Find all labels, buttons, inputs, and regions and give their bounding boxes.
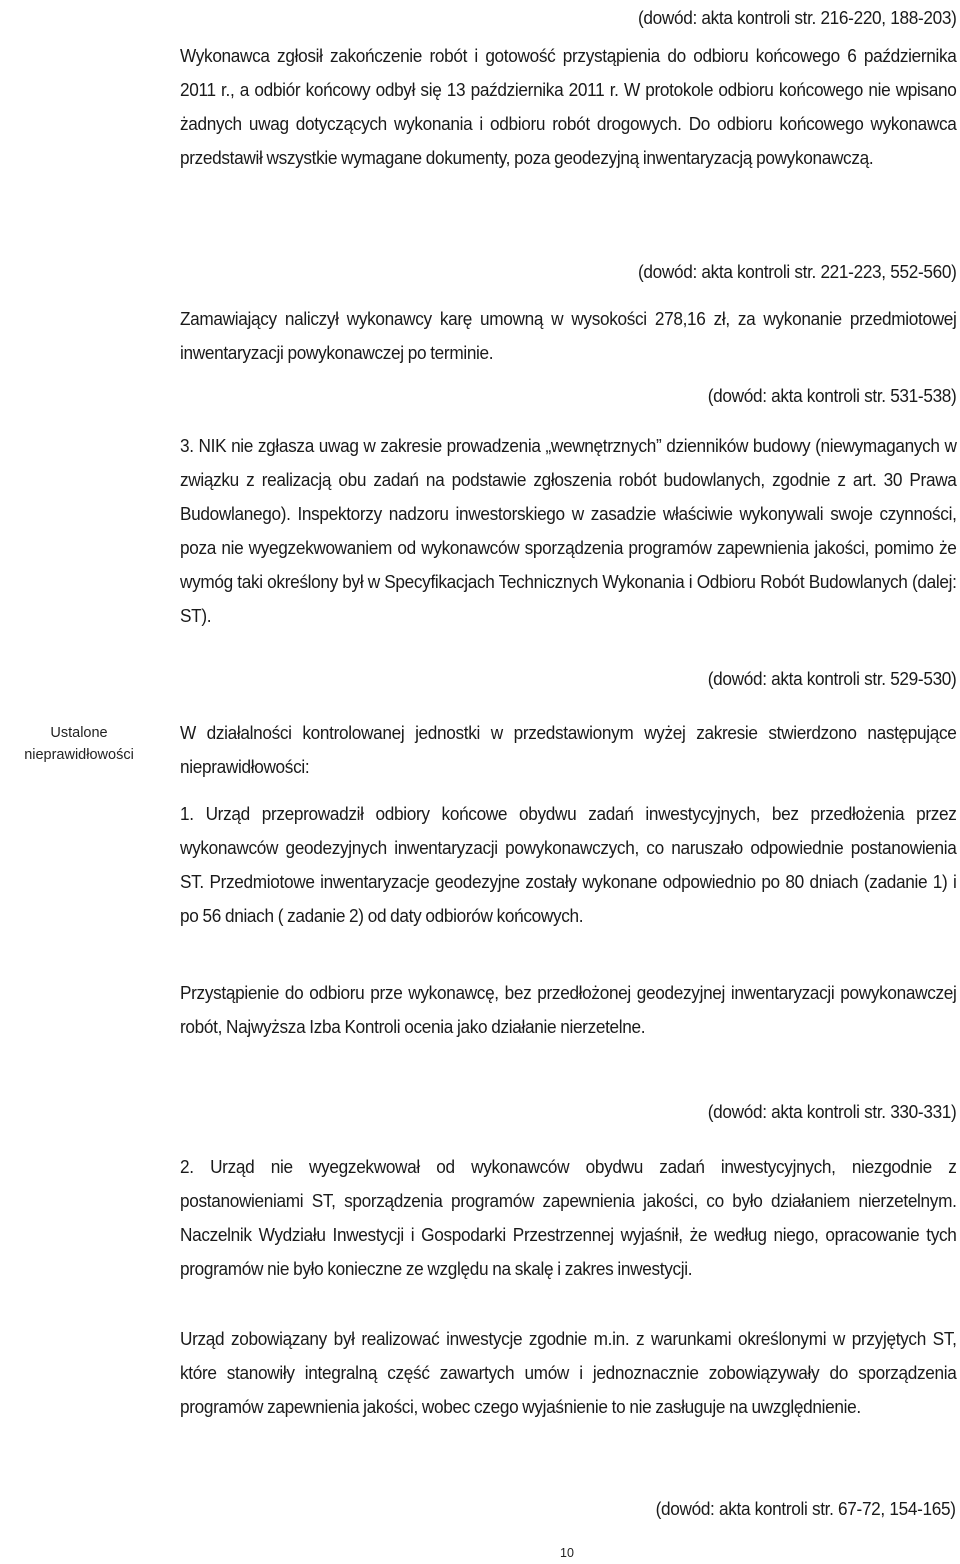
- paragraph-assessment: Przystąpienie do odbioru prze wykonawcę, bez przedłożonej geodezyjnej inwentaryzacji powykonawczej robót, Najwyższa Izba Kontroli ocenia jako działanie nierzetelne.: [180, 982, 957, 1037]
- evidence-reference-5: (dowód: akta kontroli str. 330-331): [707, 1101, 956, 1122]
- paragraph-contractual-penalty: Zamawiający naliczył wykonawcy karę umowną w wysokości 278,16 zł, za wykonanie przedmiotowej inwentaryzacji powykonawczej po terminie.: [180, 308, 957, 363]
- paragraph-irregularities-intro: W działalności kontrolowanej jednostki w przedstawionym wyżej zakresie stwierdzono następujące nieprawidłowości:: [180, 722, 957, 777]
- evidence-reference-6: (dowód: akta kontroli str. 67-72, 154-165): [655, 1498, 956, 1519]
- paragraph-irregularity-2: 2. Urząd nie wyegzekwował od wykonawców obydwu zadań inwestycyjnych, niezgodnie z postanowieniami ST, sporządzenia programów zapewnienia jakości, co było działaniem nierzetelnym. Naczelnik Wydziału Inwestycji i Gospodarki Przestrzennej wyjaśnił, że według niego, opracowanie tych programów nie było konieczne ze względu na skalę i zakres inwestycji.: [180, 1156, 957, 1279]
- evidence-reference-1: (dowód: akta kontroli str. 216-220, 188-203): [637, 7, 956, 28]
- margin-heading-line2: nieprawidłowości: [24, 747, 134, 763]
- page-number: 10: [560, 1546, 574, 1560]
- margin-heading-line1: Ustalone: [50, 725, 108, 741]
- evidence-reference-2: (dowód: akta kontroli str. 221-223, 552-560): [637, 261, 956, 282]
- paragraph-final-acceptance: Wykonawca zgłosił zakończenie robót i gotowość przystąpienia do odbioru końcowego 6 października 2011 r., a odbiór końcowy odbył się 13 października 2011 r. W protokole odbioru końcowego nie wpisano żadnych uwag dotyczących wykonania i odbioru robót drogowych. Do odbioru końcowego wykonawca przedstawił wszystkie wymagane dokumenty, poza geodezyjną inwentaryzacją powykonawczą.: [180, 45, 957, 168]
- evidence-reference-3: (dowód: akta kontroli str. 531-538): [707, 385, 956, 406]
- paragraph-construction-logs: 3. NIK nie zgłasza uwag w zakresie prowadzenia „wewnętrznych” dzienników budowy (niewymaganych w związku z realizacją obu zadań na podstawie zgłoszenia robót budowlanych, zgodnie z art. 30 Prawa Budowlanego). Inspektorzy nadzoru inwestorskiego w zasadzie właściwie wykonywali swoje czynności, poza nie wyegzekwowaniem od wykonawców sporządzenia programów zapewnienia jakości, pomimo że wymóg taki określony był w Specyfikacjach Technicznych Wykonania i Odbioru Robót Budowlanych (dalej: ST).: [180, 435, 957, 626]
- margin-heading-irregularities: [0, 722, 158, 766]
- paragraph-obligation: Urząd zobowiązany był realizować inwestycje zgodnie m.in. z warunkami określonymi w przyjętych ST, które stanowiły integralną część zawartych umów i jednoznacznie zobowiązywały do sporządzenia programów zapewnienia jakości, wobec czego wyjaśnienie to nie zasługuje na uwzględnienie.: [180, 1328, 957, 1417]
- evidence-reference-4: (dowód: akta kontroli str. 529-530): [707, 668, 956, 689]
- paragraph-irregularity-1: 1. Urząd przeprowadził odbiory końcowe obydwu zadań inwestycyjnych, bez przedłożenia przez wykonawców geodezyjnych inwentaryzacji powykonawczych, co naruszało odpowiednie postanowienia ST. Przedmiotowe inwentaryzacje geodezyjne zostały wykonane odpowiednio po 80 dniach (zadanie 1) i po 56 dniach ( zadanie 2) od daty odbiorów końcowych.: [180, 803, 957, 926]
